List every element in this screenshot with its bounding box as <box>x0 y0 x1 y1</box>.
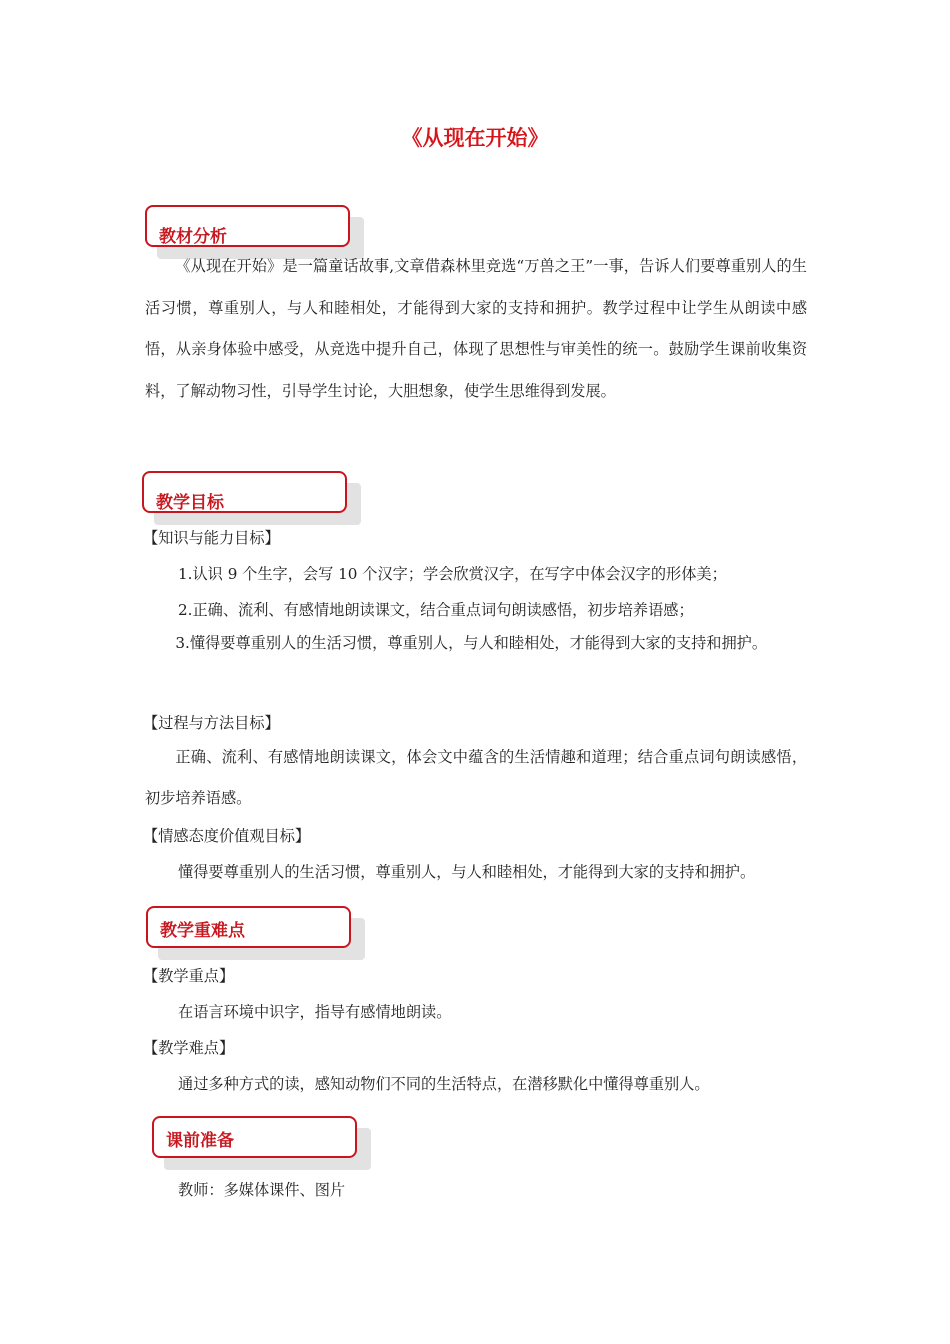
knowledge-goal-item: 1.认识 9 个生字，会写 10 个汉字；学会欣赏汉字，在写字中体会汉字的形体美； <box>178 565 727 583</box>
emotion-goals-label: 【情感态度价值观目标】 <box>143 827 311 845</box>
section-heading-label: 教学重难点 <box>160 921 245 941</box>
section-heading-key-points <box>146 906 356 950</box>
teaching-difficulty-label: 【教学难点】 <box>143 1039 235 1057</box>
section-heading-label: 教材分析 <box>159 227 227 247</box>
knowledge-goals-label: 【知识与能力目标】 <box>143 529 280 547</box>
section-heading-preparation <box>152 1116 362 1160</box>
teaching-focus-text: 在语言环境中识字，指导有感情地朗读。 <box>178 1003 452 1021</box>
teaching-focus-label: 【教学重点】 <box>143 967 235 985</box>
analysis-paragraph: 《从现在开始》是一篇童话故事,文章借森林里竞选“万兽之王”一事，告诉人们要尊重别人的生活习惯，尊重别人，与人和睦相处，才能得到大家的支持和拥护。教学过程中让学生从朗读中感悟，从亲身体验中感受，从竞选中提升自己，体现了思想性与审美性的统一。鼓励学生课前收集资料，了解动物习性，引导学生讨论，大胆想象，使学生思维得到发展。 <box>145 257 807 400</box>
section-heading-label: 教学目标 <box>156 493 224 513</box>
section-heading-goals <box>142 471 352 515</box>
process-goals-label: 【过程与方法目标】 <box>143 714 280 732</box>
knowledge-goal-item: 2.正确、流利、有感情地朗读课文，结合重点词句朗读感悟，初步培养语感； <box>178 601 694 619</box>
teaching-difficulty-text: 通过多种方式的读，感知动物们不同的生活特点，在潜移默化中懂得尊重别人。 <box>178 1075 710 1093</box>
section-heading-label: 课前准备 <box>166 1131 234 1151</box>
preparation-text: 教师：多媒体课件、图片 <box>178 1181 346 1199</box>
section-heading-analysis <box>145 205 355 249</box>
emotion-goals-text: 懂得要尊重别人的生活习惯，尊重别人，与人和睦相处，才能得到大家的支持和拥护。 <box>178 863 756 881</box>
document-title: 《从现在开始》 <box>401 126 549 150</box>
knowledge-goal-item: 3.懂得要尊重别人的生活习惯，尊重别人，与人和睦相处，才能得到大家的支持和拥护。 <box>175 634 768 652</box>
process-goals-paragraph: 正确、流利、有感情地朗读课文，体会文中蕴含的生活情趣和道理；结合重点词句朗读感悟，初步培养语感。 <box>145 748 807 807</box>
